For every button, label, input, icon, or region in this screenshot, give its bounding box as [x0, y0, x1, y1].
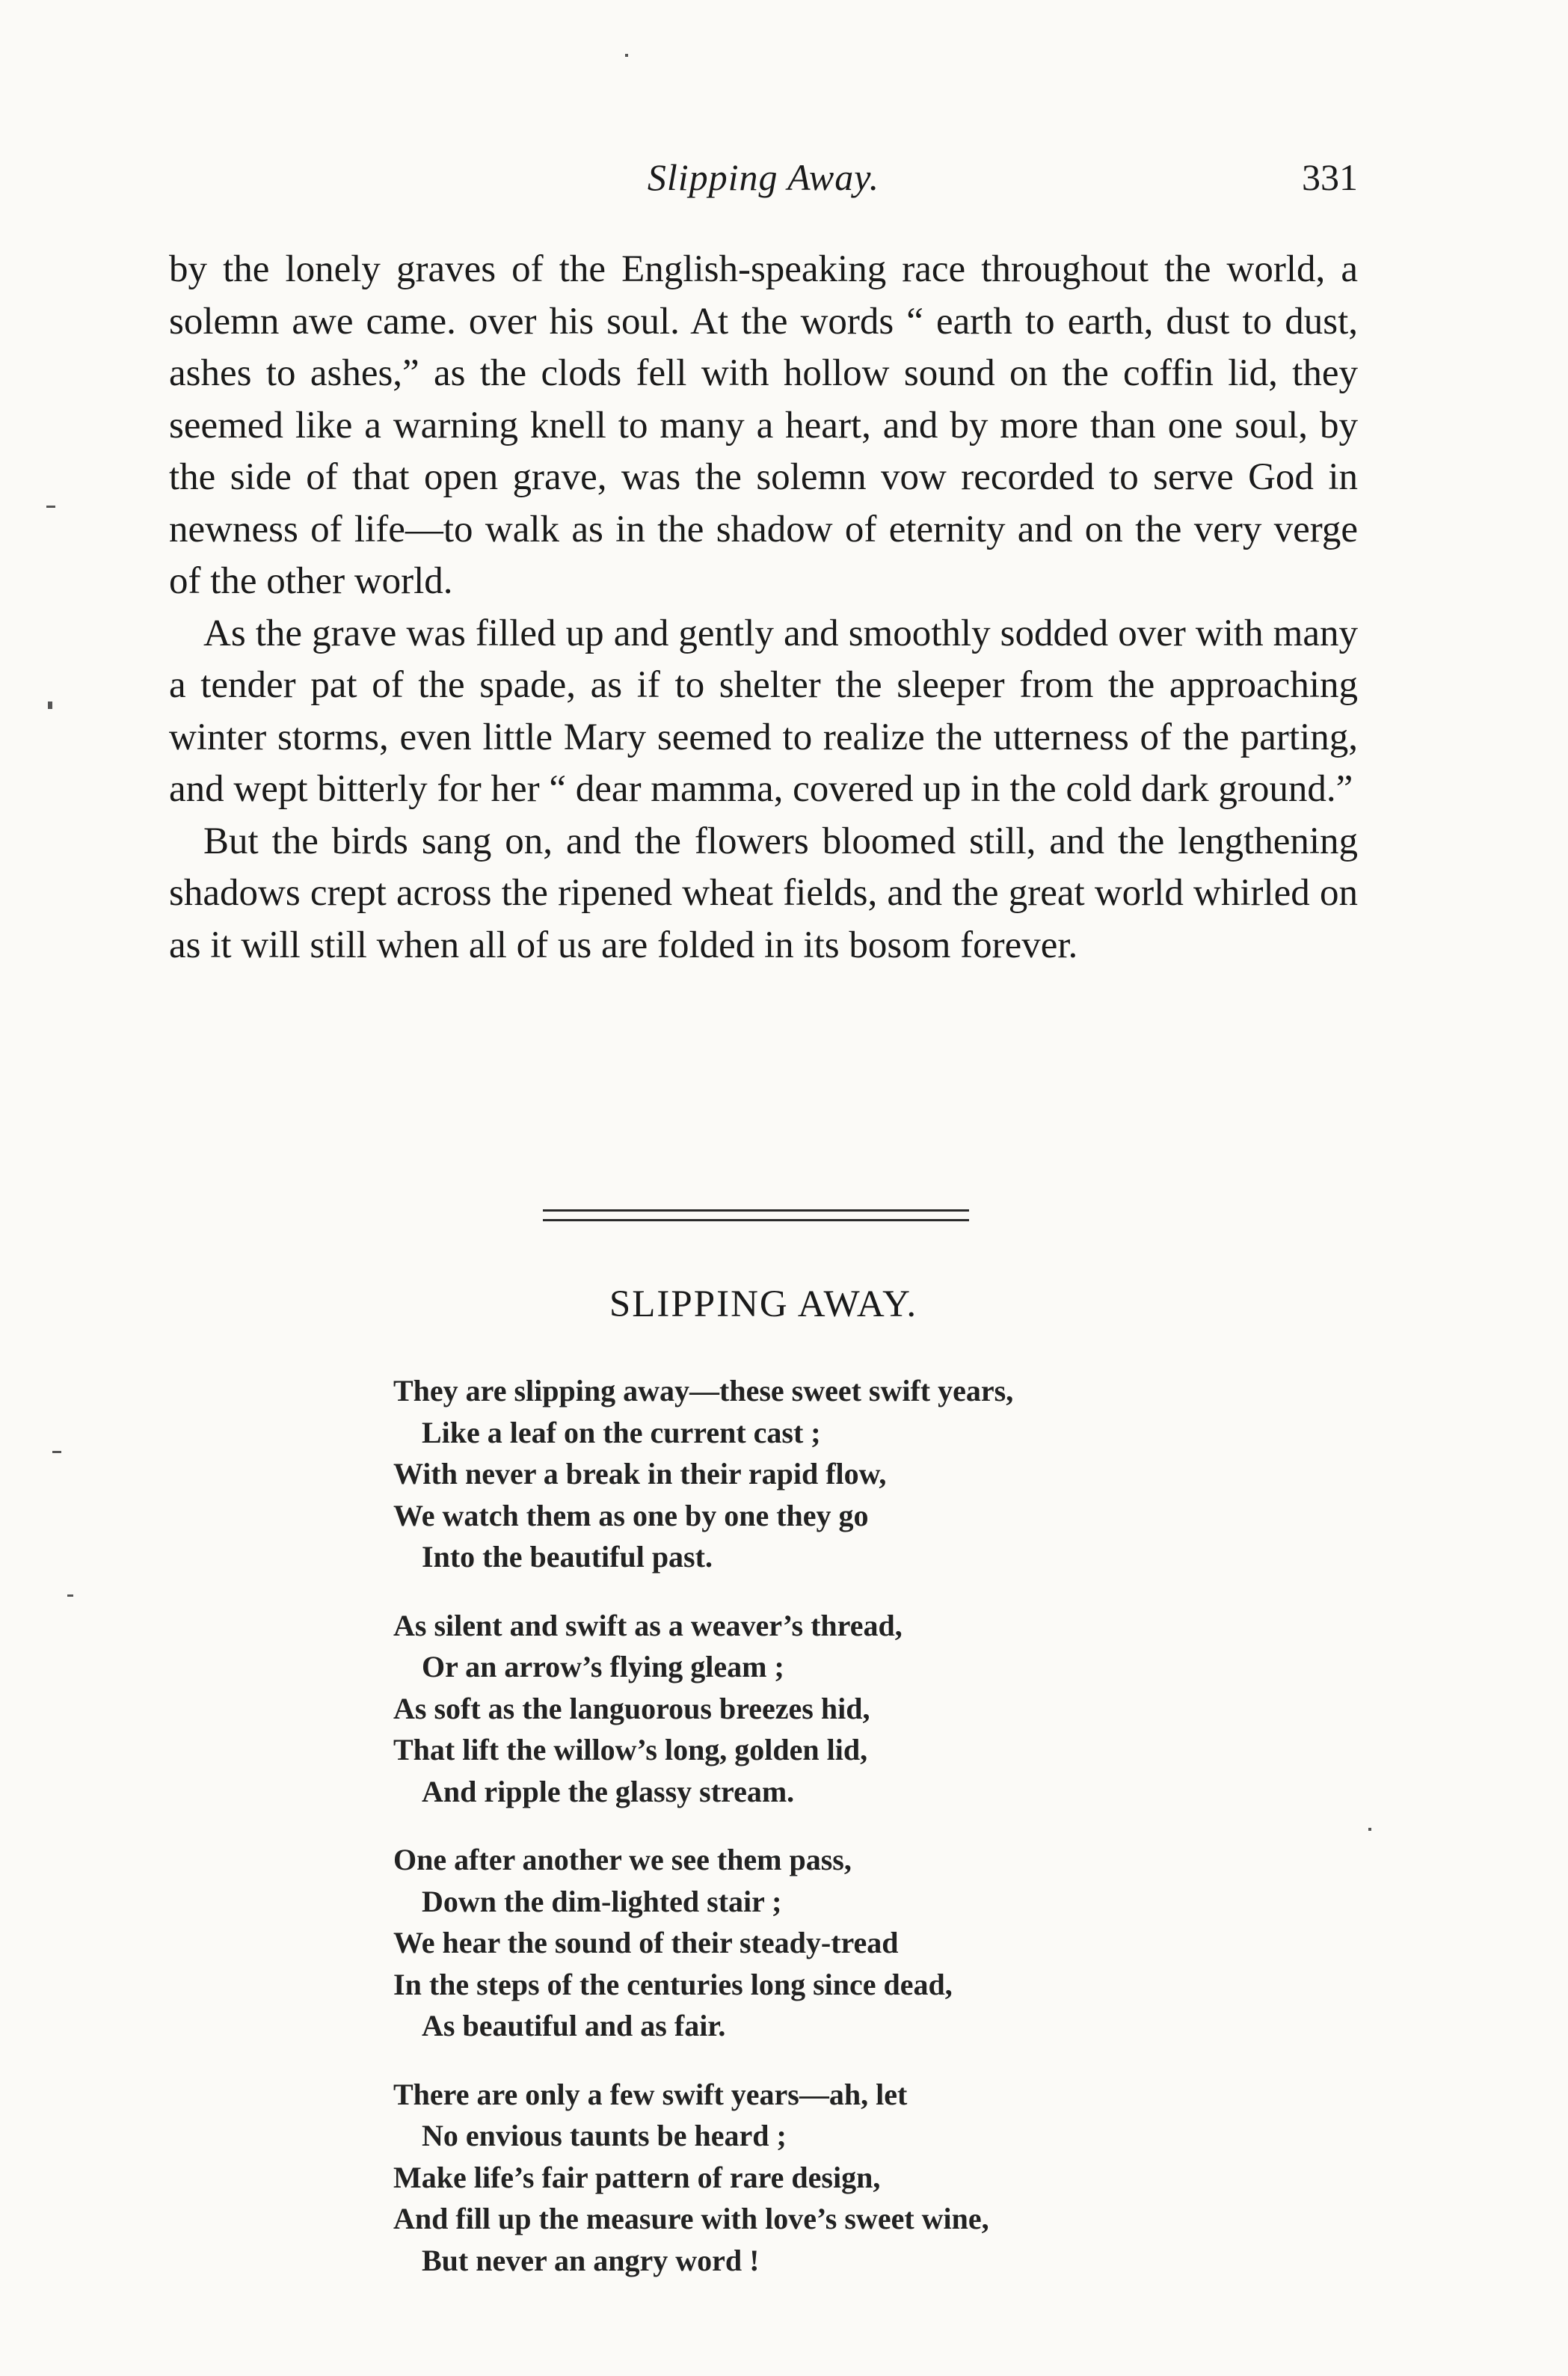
poem-title: SLIPPING AWAY. [609, 1283, 918, 1325]
scan-speck [1368, 1828, 1371, 1831]
poem-line: With never a break in their rapid flow, [393, 1457, 887, 1491]
poem-line: They are slipping away—these sweet swift years, [393, 1374, 1014, 1408]
poem-line: There are only a few swift years—ah, let [393, 2077, 908, 2111]
stanza [393, 1370, 1291, 1578]
poem-line: As soft as the languorous breezes hid, [393, 1691, 870, 1725]
scan-speck [46, 506, 55, 508]
poem-line: We hear the sound of their steady-tread [393, 1926, 899, 1959]
scan-speck [625, 54, 628, 57]
paragraph: by the lonely graves of the English-speaking race throughout the world, a solemn awe came. over his soul. At the words “ earth to earth, dust to dust, ashes to ashes,” as the clods fell with hollow sound on the coffin lid, they seemed like a warning knell to many a heart, and by more than one soul, by the side of that open grave, was the solemn vow recorded to serve God in newness of life—to walk as in the shadow of eternity and on the very verge of the other world. [169, 248, 1358, 602]
stanza [393, 1605, 1291, 1813]
paragraph: As the grave was filled up and gently and smoothly sodded over with many a tender pat of the spade, as if to shelter the sleeper from the approaching winter storms, even little Mary seemed to realize the utterness of the parting, and wept bitterly for her “ dear mamma, covered up in the cold dark ground.” [169, 612, 1358, 810]
poem-line: No envious taunts be heard ; [422, 2119, 787, 2152]
running-head [169, 156, 1358, 208]
poem-line: And ripple the glassy stream. [422, 1774, 795, 1808]
prose-body [169, 244, 1358, 971]
poem [393, 1370, 1291, 2308]
scan-speck [67, 1594, 73, 1597]
poem-line: Into the beautiful past. [422, 1540, 713, 1574]
poem-line: In the steps of the centuries long since dead, [393, 1967, 953, 2001]
poem-line: Down the dim-lighted stair ; [422, 1884, 782, 1918]
poem-line: We watch them as one by one they go [393, 1498, 869, 1532]
poem-line: One after another we see them pass, [393, 1843, 852, 1876]
poem-line: As silent and swift as a weaver’s thread, [393, 1608, 903, 1642]
poem-line: Make life’s fair pattern of rare design, [393, 2160, 881, 2194]
section-divider [543, 1209, 969, 1212]
poem-line: Like a leaf on the current cast ; [422, 1415, 821, 1449]
running-title: Slipping Away. [647, 156, 880, 198]
scan-speck [52, 1451, 61, 1453]
page-number: 331 [1302, 156, 1358, 198]
scan-speck [48, 702, 52, 709]
stanza [393, 2074, 1291, 2282]
poem-line: Or an arrow’s flying gleam ; [422, 1650, 784, 1683]
paragraph: But the birds sang on, and the flowers bloomed still, and the lengthening shadows crept across the ripened wheat fields, and the great world whirled on as it will still when all of us are folded in its bosom forever. [169, 820, 1358, 966]
poem-line: But never an angry word ! [422, 2243, 760, 2277]
section-divider [543, 1219, 969, 1221]
stanza [393, 1839, 1291, 2047]
poem-line: That lift the willow’s long, golden lid, [393, 1733, 868, 1766]
poem-line: As beautiful and as fair. [422, 2009, 726, 2042]
poem-line: And fill up the measure with love’s sweet wine, [393, 2202, 989, 2235]
